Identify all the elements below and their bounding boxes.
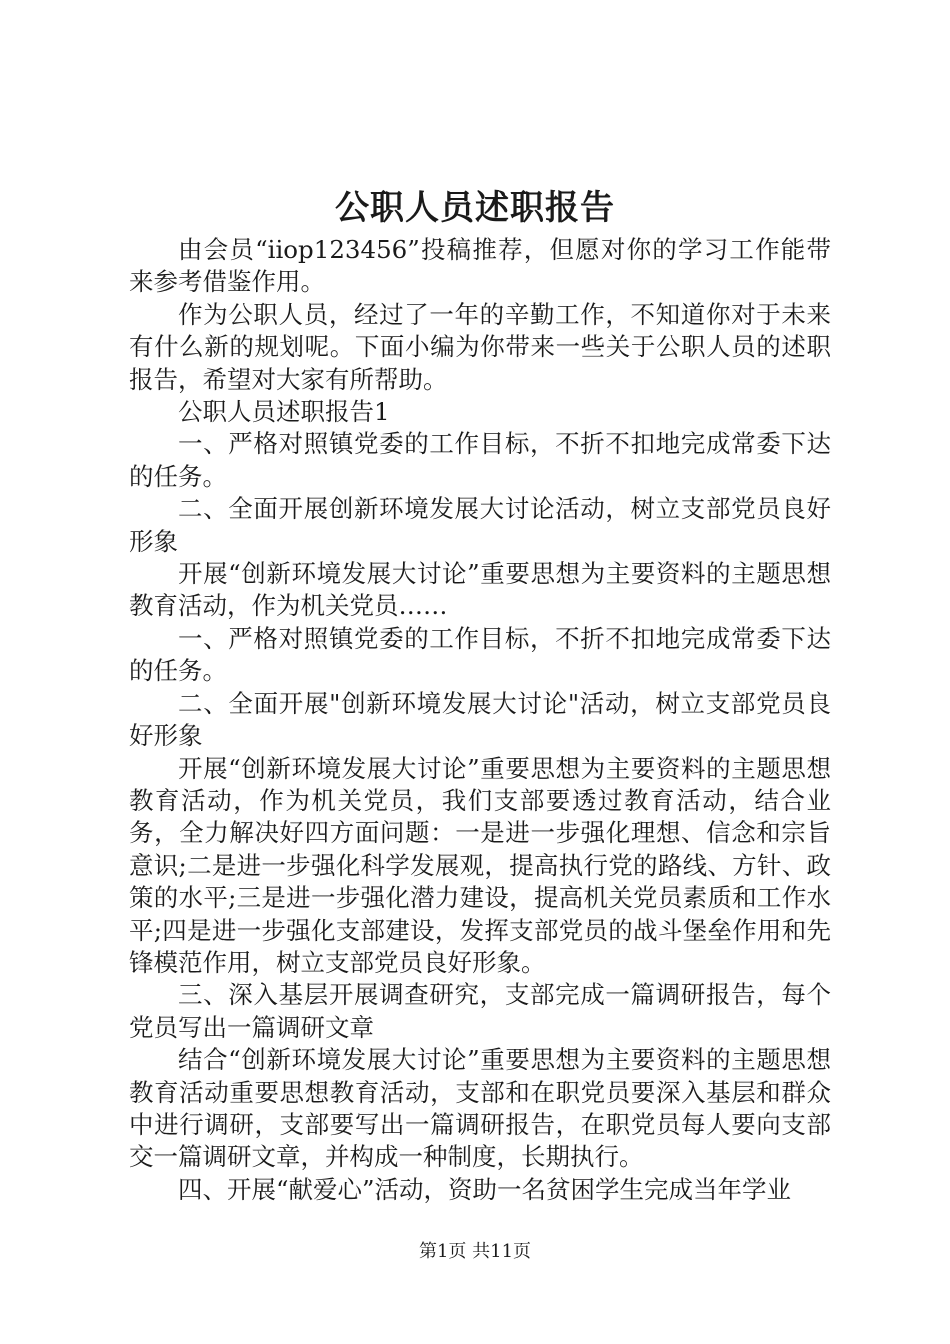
paragraph: 开展“创新环境发展大讨论”重要思想为主要资料的主题思想教育活动，作为机关党员…… <box>129 559 831 621</box>
paragraph: 二、全面开展创新环境发展大讨论活动，树立支部党员良好形象 <box>129 494 831 556</box>
paragraph: 四、开展“献爱心”活动，资助一名贫困学生完成当年学业 <box>178 1174 792 1204</box>
page-indicator: 第1页 共11页 <box>418 1241 532 1262</box>
paragraph: 作为公职人员，经过了一年的辛勤工作，不知道你对于未来有什么新的规划呢。下面小编为你带来一些关于公职人员的述职报告，希望对大家有所帮助。 <box>129 299 831 394</box>
document-title: 公职人员述职报告 <box>335 188 615 228</box>
paragraph: 三、深入基层开展调查研究，支部完成一篇调研报告，每个党员写出一篇调研文章 <box>129 980 831 1042</box>
paragraph: 由会员“iiop123456”投稿推荐，但愿对你的学习工作能带来参考借鉴作用。 <box>129 235 831 297</box>
paragraph: 二、全面开展"创新环境发展大讨论"活动，树立支部党员良好形象 <box>129 688 831 751</box>
paragraph: 一、严格对照镇党委的工作目标，不折不扣地完成常委下达的任务。 <box>129 623 831 686</box>
paragraph: 结合“创新环境发展大讨论”重要思想为主要资料的主题思想教育活动重要思想教育活动，支部和在职党员要深入基层和群众中进行调研，支部要写出一篇调研报告，在职党员每人要向支部交一篇调研文章，并构成一种制度，长期执行。 <box>129 1045 831 1172</box>
paragraph: 一、严格对照镇党委的工作目标，不折不扣地完成常委下达的任务。 <box>129 429 831 491</box>
document-body <box>129 234 831 1206</box>
paragraph: 开展“创新环境发展大讨论”重要思想为主要资料的主题思想教育活动，作为机关党员，我们支部要透过教育活动，结合业务，全力解决好四方面问题：一是进一步强化理想、信念和宗旨意识;二是进一步强化科学发展观，提高执行党的路线、方针、政策的水平;三是进一步强化潜力建设，提高机关党员素质和工作水平;四是进一步强化支部建设，发挥支部党员的战斗堡垒作用和先锋模范作用，树立支部党员良好形象。 <box>129 753 831 977</box>
section-heading: 公职人员述职报告1 <box>178 397 390 427</box>
